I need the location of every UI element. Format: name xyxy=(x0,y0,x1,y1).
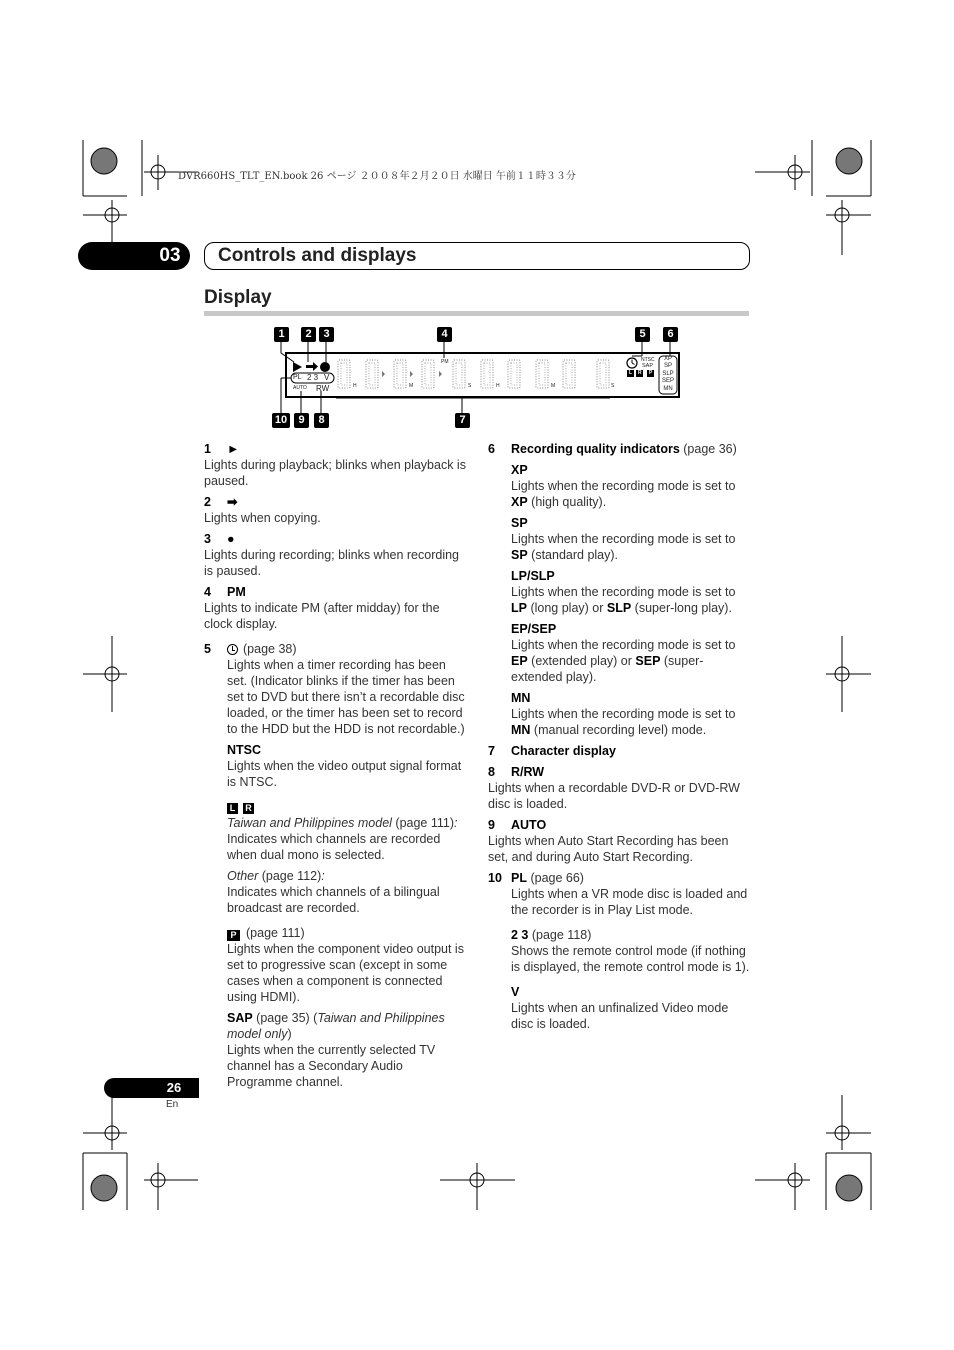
page-language: En xyxy=(166,1099,179,1110)
item-number: 3 xyxy=(204,532,211,546)
pm-label: PM xyxy=(441,359,449,365)
quality-label: SP xyxy=(663,363,672,370)
pl-label: PL xyxy=(293,374,302,381)
item-number: 6 xyxy=(488,442,495,456)
item-title: AUTO xyxy=(511,818,547,832)
conjunction: or xyxy=(617,654,636,668)
l-panel-label: L xyxy=(629,370,633,376)
section-title: Display xyxy=(204,287,272,308)
quality-title-mn: MN xyxy=(511,691,531,705)
v-label: V xyxy=(324,373,330,382)
item-number: 9 xyxy=(488,818,495,832)
mode-title: 2 3 xyxy=(511,928,529,942)
quality-title-xp: XP xyxy=(511,463,528,477)
sap-desc: Lights when the currently selected TV channel has a Secondary Audio Programme channel. xyxy=(227,1043,436,1089)
page-ref: (page 111) xyxy=(391,816,455,830)
quality-title-sp: SP xyxy=(511,516,528,530)
callout-1: 1 xyxy=(274,327,289,342)
rw-label: RW xyxy=(316,384,330,393)
unit-m-label: M xyxy=(551,383,556,389)
item-title: PL xyxy=(511,871,527,885)
p-panel-label: P xyxy=(649,370,653,376)
quality-code: SLP xyxy=(606,601,632,615)
callout-3: 3 xyxy=(319,327,334,342)
sap-label: SAP xyxy=(642,363,654,369)
callout-2: 2 xyxy=(301,327,316,342)
progressive-icon: P xyxy=(227,930,240,941)
sap-title: SAP xyxy=(227,1011,253,1025)
colon: : xyxy=(454,816,458,830)
colon: : xyxy=(321,869,325,883)
item-title: Character display xyxy=(511,744,616,758)
display-figure xyxy=(270,325,685,435)
v-title: V xyxy=(511,985,520,999)
quality-desc-prefix: Lights when the recording mode is set to xyxy=(511,585,736,599)
quality-desc: (long play) xyxy=(526,601,589,615)
quality-desc-prefix: Lights when the recording mode is set to xyxy=(511,479,736,493)
progressive-desc: Lights when the component video output is set to progressive scan (except in some cases when a component is connected using HDMI). xyxy=(227,942,464,1004)
page-ref: (page 66) xyxy=(526,871,584,885)
callout-4: 4 xyxy=(437,327,452,342)
conjunction: or xyxy=(588,601,607,615)
quality-desc: (super-long play). xyxy=(631,601,732,615)
quality-desc: (extended play) xyxy=(527,654,618,668)
unit-s-label: S xyxy=(468,383,472,389)
page-ref: (page 118) xyxy=(528,928,592,942)
item-title: PM xyxy=(227,585,246,599)
item-desc: Lights when a VR mode disc is loaded and the recorder is in Play List mode. xyxy=(511,887,748,917)
item-desc: Lights when Auto Start Recording has been set, and during Auto Start Recording. xyxy=(488,834,729,864)
left-column xyxy=(204,441,469,1090)
page-ref: (page 38) xyxy=(243,642,297,656)
r-channel-icon: R xyxy=(243,803,254,814)
right-column xyxy=(488,441,750,1032)
chapter-title: Controls and displays xyxy=(218,245,417,266)
item-number: 4 xyxy=(204,585,211,599)
callout-10: 10 xyxy=(272,413,290,428)
mode-label: 2 3 xyxy=(307,373,319,382)
other-model-label: Other xyxy=(227,869,259,883)
quality-label: MN xyxy=(663,385,673,392)
item-number: 8 xyxy=(488,765,495,779)
quality-desc: (high quality). xyxy=(527,495,607,509)
section-rule xyxy=(204,311,749,316)
item-desc: Lights when a recordable DVD-R or DVD-RW disc is loaded. xyxy=(488,781,740,811)
unit-m-label: M xyxy=(409,383,414,389)
quality-code: EP xyxy=(511,654,528,668)
page-ref: (page 36) xyxy=(679,442,737,456)
item-number: 10 xyxy=(488,871,502,885)
quality-code: SEP xyxy=(635,654,661,668)
item-title: ● xyxy=(227,532,235,546)
quality-desc-prefix: Lights when the recording mode is set to xyxy=(511,532,736,546)
timer-clock-icon xyxy=(227,644,238,655)
callout-6: 6 xyxy=(663,327,678,342)
print-header: DVR660HS_TLT_EN.book 26 ページ ２００８年２月２０日 水曜日 午前１１時３３分 xyxy=(178,171,576,182)
quality-desc-prefix: Lights when the recording mode is set to xyxy=(511,638,736,652)
item-title: ➡ xyxy=(227,495,238,509)
item-number: 1 xyxy=(204,442,211,456)
quality-label: SLP xyxy=(662,370,674,377)
quality-title-lp-slp: LP/SLP xyxy=(511,569,555,583)
quality-desc: (standard play). xyxy=(527,548,619,562)
unit-h-label: H xyxy=(353,383,357,389)
paren: ) xyxy=(287,1027,292,1041)
page-ref: (page 111) xyxy=(246,926,305,940)
callout-7: 7 xyxy=(455,413,470,428)
callout-8: 8 xyxy=(314,413,329,428)
l-channel-icon: L xyxy=(227,803,238,814)
quality-label: XP xyxy=(663,356,672,362)
ntsc-title: NTSC xyxy=(227,743,262,757)
item-number: 5 xyxy=(204,642,211,656)
page-ref: (page 35) ( xyxy=(252,1011,318,1025)
item-desc: Lights during recording; blinks when recording is paused. xyxy=(204,548,460,578)
quality-code: XP xyxy=(511,495,528,509)
callout-5: 5 xyxy=(635,327,650,342)
item-title: R/RW xyxy=(511,765,545,779)
item-title: ► xyxy=(227,442,240,456)
quality-title-ep-sep: EP/SEP xyxy=(511,622,557,636)
quality-desc: (manual recording level) mode. xyxy=(530,723,707,737)
taiwan-desc: Indicates which channels are recorded when dual mono is selected. xyxy=(227,832,441,862)
ntsc-desc: Lights when the video output signal format is NTSC. xyxy=(227,759,462,789)
auto-label: AUTO xyxy=(293,385,307,391)
quality-desc: (super-extended play). xyxy=(511,654,704,684)
unit-h-label: H xyxy=(496,383,500,389)
chapter-number: 03 xyxy=(159,245,181,266)
item-title: Recording quality indicators xyxy=(511,442,680,456)
callout-9: 9 xyxy=(294,413,309,428)
item-desc: Lights when a timer recording has been set. (Indicator blinks if the timer has been set to DVD but there isn’t a recordable disc loaded, or the timer has been set to record to the HDD but the HDD is not recordable.) xyxy=(227,658,465,736)
item-desc: Lights during playback; blinks when playback is paused. xyxy=(204,458,466,488)
record-indicator-icon xyxy=(320,362,330,372)
item-number: 2 xyxy=(204,495,211,509)
quality-label-list xyxy=(660,356,676,393)
ntsc-label: NTSC xyxy=(641,357,655,363)
taiwan-model-label: Taiwan and Philippines model xyxy=(227,816,392,830)
r-panel-label: R xyxy=(638,370,642,376)
quality-code: LP xyxy=(511,601,527,615)
quality-code: SP xyxy=(511,548,528,562)
mode-desc: Shows the remote control mode (if nothing is displayed, the remote control mode is 1). xyxy=(511,944,750,974)
unit-s-label: S xyxy=(611,383,615,389)
quality-label: SEP xyxy=(661,378,674,385)
quality-desc-prefix: Lights when the recording mode is set to xyxy=(511,707,736,721)
quality-code: MN xyxy=(511,723,531,737)
item-desc: Lights when copying. xyxy=(204,511,321,525)
v-desc: Lights when an unfinalized Video mode disc is loaded. xyxy=(511,1001,729,1031)
other-desc: Indicates which channels of a bilingual broadcast are recorded. xyxy=(227,885,440,915)
page-ref: (page 112) xyxy=(258,869,322,883)
item-number: 7 xyxy=(488,744,495,758)
sap-model-note: Taiwan and Philippines model only xyxy=(227,1011,445,1041)
item-desc: Lights to indicate PM (after midday) for the clock display. xyxy=(204,601,440,631)
page-number: 26 xyxy=(166,1080,182,1095)
